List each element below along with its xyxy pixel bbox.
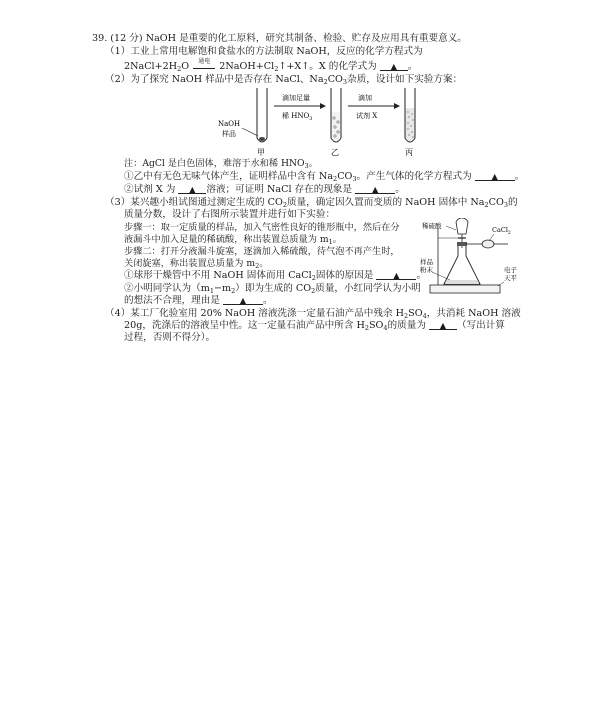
powder-label: 粉末 (420, 266, 433, 274)
answer-blank[interactable]: ▲ (380, 61, 408, 71)
part4-line1: （4）某工厂化验室用 20% NaOH 溶液洗涤一定量石油产品中残余 $H_2SO_4$，共消耗 NaOH 溶液 (105, 308, 521, 320)
sample-label: 样品 (420, 258, 433, 266)
part2-sub1: ①乙中有无色无味气体产生，证明样品中含有 $Na_2CO_3$。产生气体的化学方程式为 ▲ 。 (124, 171, 525, 183)
test-tube-diagram (212, 86, 442, 156)
tube-jia-label: 甲 (257, 148, 265, 156)
part4-line3: 过程，否则不得分）。 (124, 332, 216, 343)
answer-blank[interactable]: ▲ (376, 270, 416, 280)
arrow1-bottom-label: 稀 $HNO_3$ (282, 112, 313, 122)
balance-label-1: 电子 (504, 266, 517, 274)
apparatus-diagram (420, 218, 520, 300)
part2-sub2: ②试剂 X 为 ▲ 溶液；可证明 NaCl 存在的现象是 ▲ 。 (124, 184, 405, 195)
answer-blank[interactable]: ▲ (178, 184, 206, 194)
condition-arrow: 通电 (193, 62, 215, 69)
tube-jia (257, 88, 267, 142)
tube-yi-label: 乙 (331, 148, 339, 156)
question-header: 39. (12 分) NaOH 是重要的化工原料，研究其制备、检验、贮存及应用具有重要意义。 (92, 33, 467, 44)
answer-blank[interactable]: ▲ (429, 320, 457, 330)
step1-line1: 步骤一：取一定质量的样品，加入气密性良好的锥形瓶中，然后在分 (124, 222, 400, 233)
answer-blank[interactable]: ▲ (355, 184, 395, 194)
arrow2-bottom-label: 试剂 X (356, 112, 378, 120)
step2-line2: 关闭旋塞，称出装置总质量为 $m_2$。 (124, 258, 269, 270)
part3-line2: 质量分数，设计了右图所示装置并进行如下实验： (124, 209, 336, 220)
part1-equation: $2NaCl+2H_2O$ 通电 $2NaOH+Cl_2↑+X↑$。X 的化学式为 ▲ 。 (124, 58, 418, 73)
tube-bing (405, 88, 415, 142)
naoh-label: NaOH (218, 120, 241, 128)
part3-sub1: ①球形干燥管中不用 NaOH 固体而用 CaCl$_2$固体的原因是 ▲ 。 (124, 270, 427, 282)
part4-line2: 20g，洗涤后的溶液呈中性。这一定量石油产品中所含 $H_2SO_4$的质量为 ▲ （写出计算 (124, 320, 505, 332)
arrow2-top-label: 滴加 (358, 94, 372, 102)
part3-text: （3）某兴趣小组试图通过测定生成的 $CO_2$质量，确定因久置而变质的 NaOH 固体中 $Na_2CO_3$的 (105, 197, 518, 209)
answer-blank[interactable]: ▲ (223, 295, 263, 305)
arrow1-top-label: 滴加足量 (282, 94, 310, 102)
balance-label-2: 天平 (504, 274, 517, 282)
electronic-balance (430, 285, 500, 293)
step1-line2: 液漏斗中加入足量的稀硫酸，称出装置总质量为 $m_1$。 (124, 234, 342, 246)
part3-sub2: ②小明同学认为$(m_1-m_2)$即为生成的 $CO_2$质量，小红同学认为小明 (124, 283, 421, 295)
part1-text: （1）工业上常用电解饱和食盐水的方法制取 NaOH，反应的化学方程式为 (105, 46, 423, 57)
step2-line1: 步骤二：打开分液漏斗旋塞，逐滴加入稀硫酸，待气泡不再产生时， (124, 246, 400, 257)
part2-text: （2）为了探究 NaOH 样品中是否存在 NaCl、$Na_2CO_3$杂质，设计如下实验方案： (105, 74, 463, 86)
dryer-label: CaCl$_2$ (492, 226, 511, 236)
note: 注：AgCl 是白色固体，难溶于水和稀 $HNO_3$。 (124, 158, 318, 170)
conical-flask (444, 242, 480, 284)
answer-blank[interactable]: ▲ (475, 171, 515, 181)
tube-bing-label: 丙 (405, 148, 413, 156)
drying-tube (466, 240, 508, 248)
sample-label: 样品 (222, 130, 236, 138)
tube-yi (331, 88, 341, 142)
acid-label: 稀硫酸 (422, 222, 442, 230)
part3-sub2-line2: 的想法不合理，理由是 ▲ 。 (124, 295, 273, 306)
